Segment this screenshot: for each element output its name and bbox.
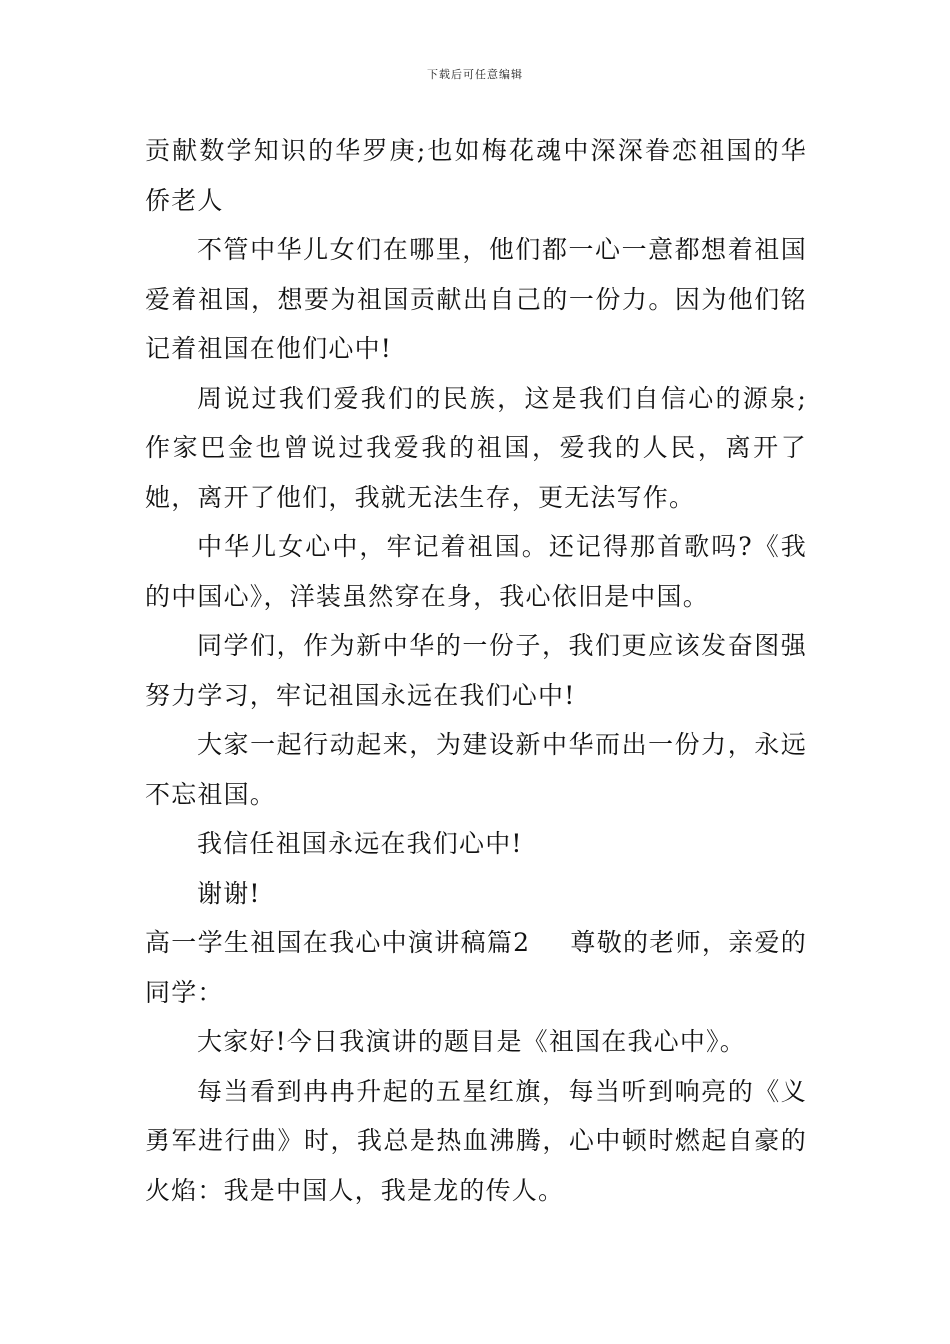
section-heading-paragraph xyxy=(145,918,807,1017)
paragraph: 周说过我们爱我们的民族，这是我们自信心的源泉;作家巴金也曾说过我爱我的祖国，爱我的人民，离开了她，离开了他们，我就无法生存，更无法写作。 xyxy=(145,383,807,512)
paragraph: 中华儿女心中，牢记着祖国。还记得那首歌吗?《我的中国心》，洋装虽然穿在身，我心依旧是中国。 xyxy=(145,532,807,611)
paragraph-continuation: 贡献数学知识的华罗庚;也如梅花魂中深深眷恋祖国的华侨老人 xyxy=(145,136,807,215)
paragraph: 不管中华儿女们在哪里，他们都一心一意都想着祖国爱着祖国，想要为祖国贡献出自己的一份力。因为他们铭记着祖国在他们心中! xyxy=(145,235,807,363)
paragraph: 大家一起行动起来，为建设新中华而出一份力，永远不忘祖国。 xyxy=(145,730,807,809)
paragraph: 每当看到冉冉升起的五星红旗，每当听到响亮的《义勇军进行曲》时，我总是热血沸腾，心中顿时燃起自豪的火焰：我是中国人，我是龙的传人。 xyxy=(145,1076,807,1205)
paragraph: 我信任祖国永远在我们心中! xyxy=(197,829,523,858)
paragraph: 大家好!今日我演讲的题目是《祖国在我心中》。 xyxy=(197,1027,746,1056)
salutation: 尊敬的老师，亲爱的同学： xyxy=(145,928,807,1007)
document-body xyxy=(145,126,807,1215)
paragraph: 同学们，作为新中华的一份子，我们更应该发奋图强努力学习，牢记祖国永远在我们心中! xyxy=(145,631,807,710)
page-header: 下载后可任意编辑 xyxy=(427,68,523,81)
paragraph: 谢谢! xyxy=(197,878,261,908)
section-title: 高一学生祖国在我心中演讲稿篇2 xyxy=(145,928,531,957)
